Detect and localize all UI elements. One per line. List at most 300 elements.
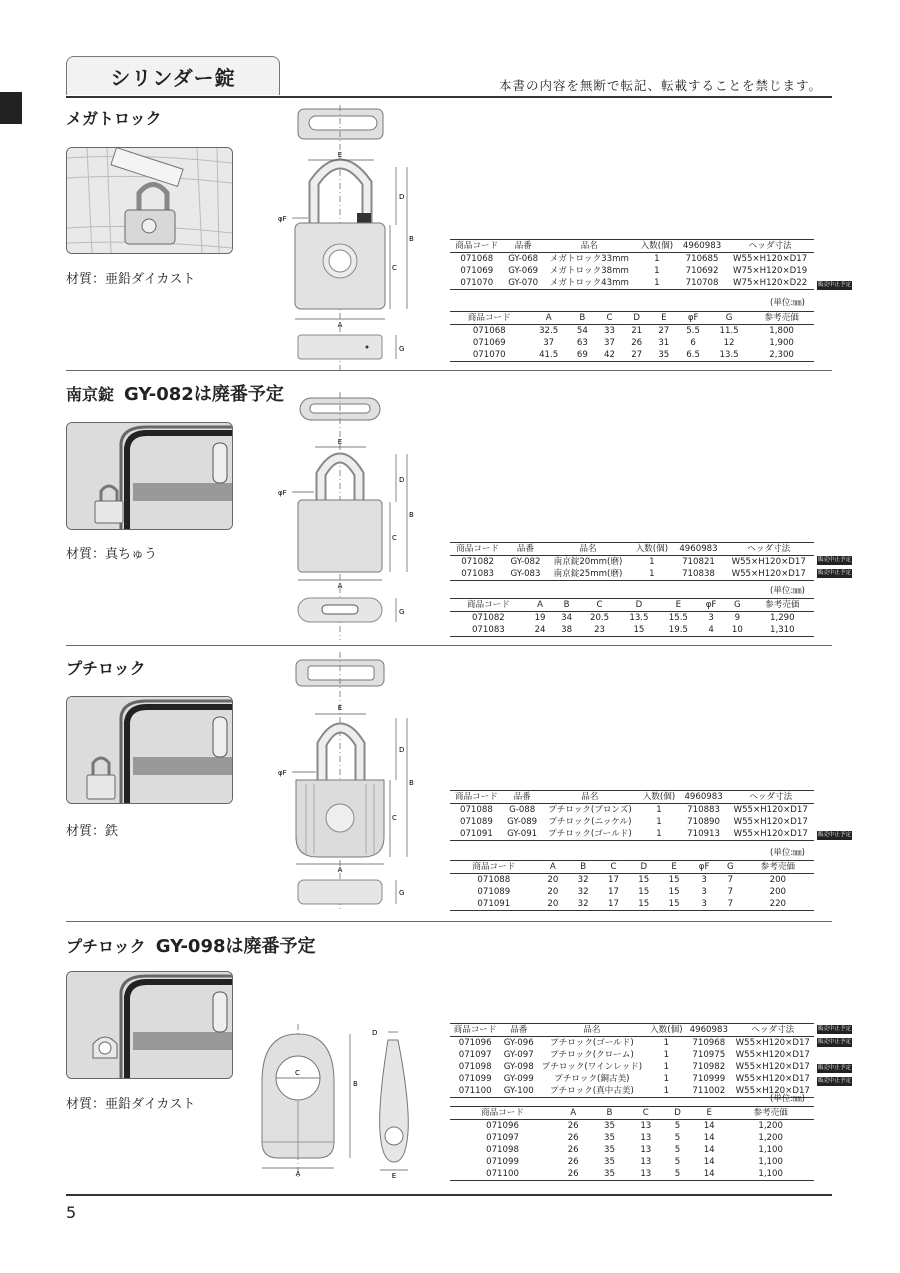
table-cell: W55×H120×D17 [735,1074,810,1084]
page-number: 5 [66,1203,77,1222]
col-header: D [623,312,650,325]
col-header: C [598,861,628,874]
table-cell: 9 [734,613,741,623]
table-cell: W55×H120×D17 [733,817,808,827]
section-title: メガトロック [66,109,162,128]
col-header: φF [689,861,719,874]
col-header: B [569,312,596,325]
material-label: 材質：亜鉛ダイカスト [66,272,196,287]
table-cell: W55×H120×D17 [735,1050,810,1060]
dim-label-D: D [399,193,405,201]
col-header: 品名 [537,1024,646,1037]
section-divider [66,370,832,371]
table-row [450,1049,814,1061]
table-cell: 24 [527,624,554,637]
discontinue-notice: GY-098は廃番予定 [155,936,316,957]
table-cell: 1,100 [758,1157,783,1167]
table-cell: 14 [703,1157,715,1167]
dimension-table-1 [450,311,814,362]
col-header: A [529,312,569,325]
col-header: 入数(個) [647,1024,687,1037]
col-header: D [619,599,658,612]
table-cell: 35 [604,1121,615,1131]
table-cell: 1,900 [769,338,794,348]
table-cell: 35 [650,349,677,362]
col-header: 4960983 [680,791,728,804]
col-header: 4960983 [674,543,724,556]
table-cell: 32 [577,887,589,897]
table-cell: GY-070 [504,277,543,290]
table-cell: 071091 [450,898,538,911]
padlock-dimension-diagram-4 [250,1022,430,1182]
table-cell: 19.5 [659,624,698,637]
table-cell: GY-069 [508,266,539,276]
table-cell: 13.5 [709,349,749,362]
table-cell: 1,290 [770,613,795,623]
table-cell: 1 [630,568,673,581]
table-cell: 071083 [450,568,505,581]
table-cell: 071082 [461,557,495,567]
table-cell: 071100 [450,1085,500,1098]
table-row [450,1120,814,1133]
col-header: ヘッダ寸法 [727,791,814,804]
col-header: 商品コード [450,1024,500,1037]
table-cell: 1 [656,805,662,815]
table-cell: プチロック(ブロンズ) [548,805,632,815]
col-header: D [664,1107,691,1120]
table-cell: 17 [607,875,619,885]
table-cell: プチロック(ゴールド) [542,828,639,841]
table-row [450,1085,814,1098]
table-cell: 26 [567,1121,579,1131]
table-cell: 5 [674,1145,681,1155]
section-4-heading [66,932,316,958]
table-cell: 071096 [486,1121,519,1131]
table-cell: W55×H120×D17 [735,1062,810,1072]
table-cell: W55×H120×D17 [732,254,808,264]
table-cell: GY-089 [507,817,538,827]
material-label: 材質：鉄 [66,824,119,839]
col-header: 品番 [505,543,546,556]
table-cell: 6.5 [677,349,709,362]
table-cell: 200 [769,875,787,885]
table-cell: W75×H120×D22 [726,277,814,290]
dim-label-G: G [399,345,405,353]
table-cell: W75×H120×D19 [732,266,808,276]
table-cell: 11.5 [719,326,739,336]
table-cell: 1 [663,1074,670,1084]
table-cell: 1 [663,1062,670,1072]
col-header: 参考売価 [742,861,814,874]
unit-label: (単位:㎜) [770,1094,805,1104]
col-header: 商品コード [450,599,527,612]
table-cell: 071089 [459,817,493,827]
table-cell: 14 [703,1133,715,1143]
discontinue-badge: 販売中止予定 [818,1039,852,1045]
table-cell: 710821 [682,557,715,567]
section-title: プチロック [66,659,146,678]
product-photo-megatlock [66,147,233,254]
discontinue-badge: 販売中止予定 [818,1026,852,1032]
table-cell: 20 [538,898,568,911]
table-cell: W55×H120×D17 [732,1085,814,1098]
col-header: G [709,312,749,325]
table-cell: 33 [604,326,615,336]
col-header: 入数(個) [630,543,673,556]
table-row [450,874,814,887]
dim-label-G: G [399,889,405,897]
table-cell: 69 [569,349,596,362]
material-label: 材質：真ちゅう [66,547,158,562]
table-cell: 3 [701,875,707,885]
table-cell: プチロック(真中古美) [537,1085,646,1098]
table-cell: 071068 [460,254,494,264]
table-cell: 13 [640,1121,652,1131]
col-header: E [659,861,689,874]
table-cell: プチロック(ワインレッド) [541,1062,643,1072]
table-cell: W55×H120×D17 [723,568,814,581]
table-cell: 1,800 [769,326,794,336]
table-cell: 071088 [477,875,511,885]
col-header: φF [698,599,724,612]
table-row [450,349,814,362]
dim-label-B: B [409,511,414,519]
table-cell: 27 [623,349,650,362]
table-cell: GY-091 [503,828,542,841]
dim-label-E: E [337,438,343,446]
table-cell: 071098 [458,1062,492,1072]
table-cell: 1,200 [758,1133,783,1143]
col-header: D [629,861,659,874]
col-header: B [568,861,598,874]
table-cell: 15 [629,898,659,911]
col-header: E [650,312,677,325]
table-cell: 63 [576,338,588,348]
dim-label-F: φF [278,769,287,777]
table-cell: プチロック(クローム) [549,1050,634,1060]
dimension-table-2 [450,598,814,637]
dim-label-G: G [399,608,405,616]
section-2-heading [66,380,284,406]
col-header: A [538,861,568,874]
table-cell: 5.5 [686,326,700,336]
table-cell: 071069 [460,266,494,276]
product-photo-petitlock [66,696,233,804]
dim-label-A: A [337,582,343,590]
table-cell: GY-097 [503,1050,534,1060]
table-cell: メガトロック43mm [543,277,636,290]
table-row [450,828,814,841]
table-cell: 071082 [471,613,505,623]
table-cell: 37 [543,338,555,348]
table-row [450,1144,814,1156]
table-cell: 1,100 [727,1168,814,1181]
table-cell: 南京錠20mm(磨) [553,557,623,567]
table-cell: 15 [668,887,680,897]
col-header: G [719,861,742,874]
table-cell: W55×H120×D17 [735,1038,810,1048]
table-cell: 26 [567,1133,579,1143]
table-cell: 54 [576,326,588,336]
table-cell: 6 [690,338,696,348]
col-header: 商品コード [450,240,504,253]
table-cell: 15 [659,898,689,911]
table-cell: 710883 [687,805,720,815]
table-row [450,1061,814,1073]
table-row [450,612,814,625]
table-cell: 37 [604,338,615,348]
product-table-4 [450,1023,814,1098]
table-cell: 13 [628,1168,664,1181]
discontinue-badge: 販売中止予定 [818,282,852,288]
table-cell: 071068 [472,326,506,336]
padlock-dimension-diagram-1 [262,105,422,375]
table-cell: 3 [701,887,707,897]
table-cell: 1 [663,1038,670,1048]
table-cell: 26 [555,1168,591,1181]
table-cell: 1 [663,1050,670,1060]
table-cell: W55×H120×D17 [731,557,806,567]
dimension-table-4 [450,1106,814,1181]
col-header: C [596,312,623,325]
table-cell: W55×H120×D17 [727,828,814,841]
table-cell: 710975 [692,1050,726,1060]
padlock-dimension-diagram-3 [262,652,422,912]
table-cell: 35 [591,1168,627,1181]
bag-padlock-illustration [67,972,232,1078]
col-header: B [591,1107,627,1120]
table-row [450,568,814,581]
col-header: C [580,599,619,612]
table-cell: 7 [719,898,742,911]
table-cell: 34 [561,613,573,623]
col-header: 品名 [542,791,639,804]
table-cell: 1 [654,254,660,264]
table-cell: GY-100 [500,1085,537,1098]
bag-padlock-illustration [67,423,232,529]
col-header: 入数(個) [636,240,678,253]
table-cell: 15 [638,887,650,897]
col-header: 商品コード [450,791,503,804]
table-cell: 710685 [685,254,719,264]
table-cell: 15.5 [668,613,688,623]
table-row [450,624,814,637]
col-header: A [555,1107,591,1120]
table-cell: 19 [534,613,546,623]
section-divider [66,921,832,922]
table-cell: 071100 [450,1168,555,1181]
table-cell: 710968 [692,1038,726,1048]
table-cell: 15 [619,624,658,637]
table-cell: 38 [553,624,580,637]
dim-label-F: φF [278,215,287,223]
table-cell: 20 [547,887,559,897]
table-cell: 32 [577,875,589,885]
table-cell: 071097 [458,1050,492,1060]
table-cell: 35 [604,1145,615,1155]
table-cell: 1 [654,266,660,276]
table-cell: 5 [674,1133,681,1143]
table-cell: 13 [640,1145,652,1155]
table-cell: GY-098 [503,1062,534,1072]
table-row [450,1156,814,1168]
table-cell: 1 [638,828,679,841]
table-cell: 071096 [458,1038,492,1048]
section-3-heading [66,656,146,679]
table-row [450,277,814,290]
table-row [450,1037,814,1050]
table-cell: 1,200 [758,1121,783,1131]
col-header: E [659,599,698,612]
table-cell: 5 [664,1168,691,1181]
col-header: C [628,1107,664,1120]
table-cell: 13.5 [629,613,649,623]
table-cell: GY-068 [508,254,539,264]
col-header: 商品コード [450,312,529,325]
table-row [450,265,814,277]
col-header: 品名 [543,240,636,253]
dim-label-A: A [337,321,343,329]
header-rule [66,96,832,98]
col-header: 品番 [503,791,542,804]
table-cell: 710708 [678,277,726,290]
col-header: 品名 [546,543,630,556]
table-cell: 220 [742,898,814,911]
col-header: 参考売価 [749,312,814,325]
dim-label-A: A [295,1170,301,1178]
table-cell: 071088 [459,805,493,815]
table-cell: 26 [567,1157,579,1167]
table-cell: 32.5 [539,326,559,336]
col-header: 参考売価 [751,599,814,612]
footer-rule [66,1194,832,1196]
discontinue-badge: 販売中止予定 [818,570,852,576]
table-row [450,325,814,338]
dim-label-B: B [409,235,414,243]
col-header: ヘッダ寸法 [723,543,814,556]
dim-label-C: C [392,264,397,272]
copyright-notice: 本書の内容を無断で転記、転載することを禁じます。 [498,78,822,93]
unit-label: (単位:㎜) [770,586,805,596]
table-cell: 1 [647,1085,687,1098]
col-header: ヘッダ寸法 [726,240,814,253]
col-header: 4960983 [686,1024,731,1037]
table-cell: 26 [567,1145,579,1155]
table-cell: 14 [703,1145,715,1155]
table-cell: 20 [547,875,559,885]
table-cell: メガトロック33mm [549,254,629,264]
col-header: 入数(個) [638,791,679,804]
col-header: 商品コード [450,861,538,874]
table-row [450,1073,814,1085]
dim-label-D: D [372,1029,378,1037]
table-row [450,886,814,898]
table-row [450,804,814,817]
table-cell: GY-083 [505,568,546,581]
table-cell: 710890 [687,817,720,827]
col-header: 品番 [504,240,543,253]
table-row [450,253,814,266]
table-cell: 4 [698,624,724,637]
dim-label-E: E [391,1172,397,1180]
section-divider [66,645,832,646]
table-cell: GY-099 [503,1074,534,1084]
table-cell: 071099 [486,1157,519,1167]
col-header: 4960983 [678,240,726,253]
table-cell: 14 [691,1168,727,1181]
table-cell: 13 [640,1133,652,1143]
discontinue-badge: 販売中止予定 [818,1078,852,1084]
dim-label-E: E [337,704,343,712]
col-header: E [691,1107,727,1120]
dim-label-F: φF [278,489,287,497]
table-cell: 071097 [486,1133,519,1143]
unit-label: (単位:㎜) [770,848,805,858]
table-cell: 071069 [472,338,506,348]
dim-label-B: B [409,779,414,787]
category-title-tab [66,56,280,95]
table-cell: 42 [596,349,623,362]
table-cell: 071070 [450,349,529,362]
table-cell: 26 [631,338,643,348]
table-cell: 1,310 [751,624,814,637]
table-cell: 南京錠25mm(磨) [546,568,630,581]
table-cell: 41.5 [529,349,569,362]
table-cell: 15 [668,875,680,885]
discontinue-badge: 販売中止予定 [818,832,852,838]
table-row [450,1132,814,1144]
table-cell: 5 [674,1121,681,1131]
dim-label-C: C [392,534,397,542]
dim-label-E: E [337,151,343,159]
table-cell: G-088 [509,805,536,815]
table-cell: 14 [703,1121,715,1131]
dim-label-B: B [353,1080,358,1088]
padlock-dimension-diagram-2 [262,392,422,642]
discontinue-badge: 販売中止予定 [818,1065,852,1071]
col-header: G [724,599,751,612]
table-cell: 5 [674,1157,681,1167]
table-cell: GY-096 [503,1038,534,1048]
table-row [450,337,814,349]
product-table-3 [450,790,814,841]
dimension-table-3 [450,860,814,911]
table-cell: プチロック(ゴールド) [550,1038,634,1048]
dim-label-C: C [392,814,397,822]
section-title: 南京錠 [66,385,115,404]
product-photo-petitlock-2 [66,971,233,1079]
table-cell: 3 [689,898,719,911]
product-table-2 [450,542,814,581]
table-cell: 1 [656,817,662,827]
col-header: 商品コード [450,1107,555,1120]
product-photo-nankinjo [66,422,233,530]
section-title: プチロック [66,937,146,956]
category-title: シリンダー錠 [110,65,236,90]
table-cell: プチロック(ニッケル) [548,817,632,827]
table-cell: 27 [658,326,670,336]
table-cell: W55×H120×D17 [733,805,808,815]
col-header: φF [677,312,709,325]
table-cell: 071070 [450,277,504,290]
table-cell: 071089 [477,887,511,897]
table-cell: 710999 [692,1074,726,1084]
table-cell: 2,300 [749,349,814,362]
table-cell: 071098 [486,1145,519,1155]
table-row [450,898,814,911]
table-cell: 1,100 [758,1145,783,1155]
table-row [450,816,814,828]
